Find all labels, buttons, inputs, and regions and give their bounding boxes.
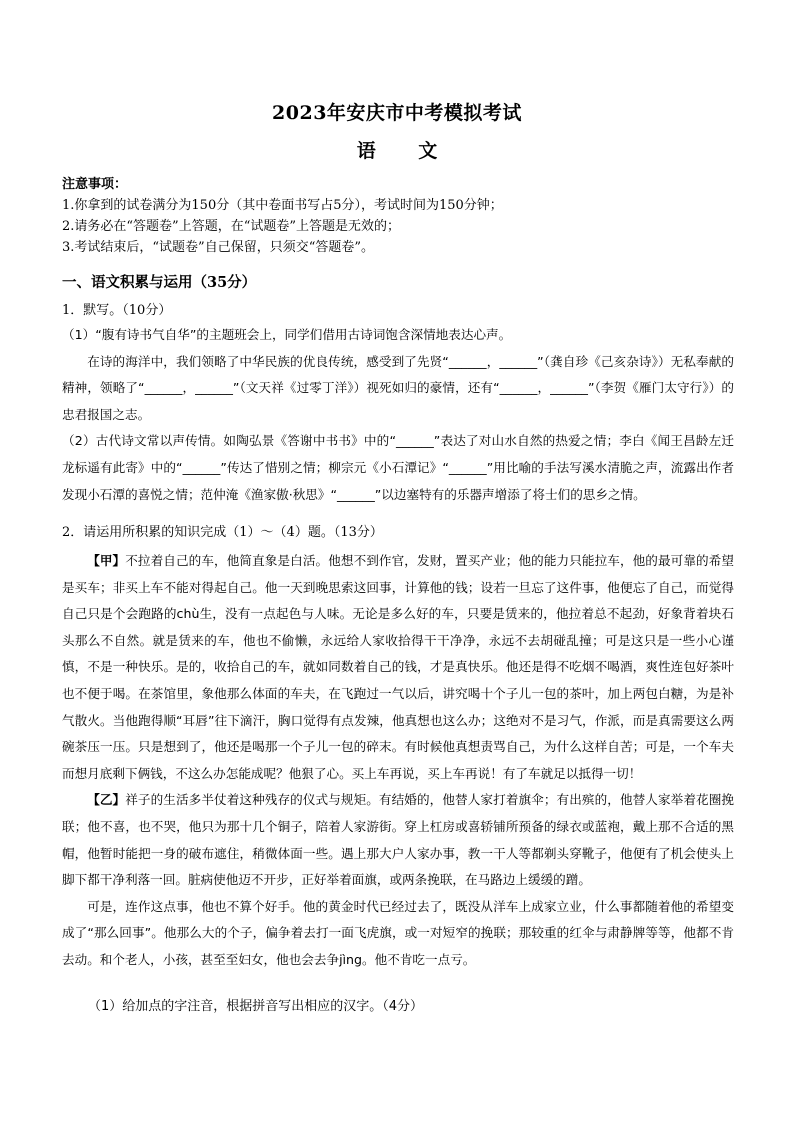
section-heading: 一、语文积累与运用（35分）	[62, 274, 257, 291]
note-item: 2.请务必在“答题卷”上答题，在“试题卷”上答题是无效的；	[62, 219, 400, 234]
exam-title: 2023年安庆市中考模拟考试	[272, 102, 522, 124]
passage-b-tag: 【乙】	[87, 792, 126, 808]
passage-a	[62, 548, 734, 787]
notes-block	[62, 174, 734, 258]
passage-b-paragraph-1	[62, 787, 734, 893]
note-item: 1.你拿到的试卷满分为150分（其中卷面书写占5分），考试时间为150分钟；	[62, 198, 503, 213]
question-1-part1-intro: （1）“腹有诗书气自华”的主题班会上，同学们借用古诗词饱含深情地表达心声。	[62, 327, 512, 342]
passage-b-paragraph-2: 可是，连作这点事，他也不算个好手。他的黄金时代已经过去了，既没从洋车上成家立业，什么事都随着他的希望变成了“那么回事”。他那么大的个子，偏争着去打一面飞虎旗，或一对短窄的挽联；那较重的红伞与肃静牌等等，他都不肯去动。和个老人，小孩，甚至至妇女，他也会去争jìng。他不肯吃一点亏。	[62, 898, 734, 967]
question-2-sub-1: （1）给加点的字注音，根据拼音写出相应的汉字。（4分）	[88, 999, 424, 1014]
question-1-heading: 1．默写。（10分）	[62, 303, 172, 318]
question-2-heading: 2．请运用所积累的知识完成（1）～（4）题。（13分）	[62, 525, 383, 540]
subject-title: 语 文	[356, 140, 456, 162]
passage-a-text: 不拉着自己的车，他简直象是白活。他想不到作官，发财，置买产业；他的能力只能拉车，他的最可靠的希望是买车；非买上车不能对得起自己。他一天到晚思索这回事，计算他的钱；设若一旦忘了这件事，他便忘了自己，而觉得自己只是个会跑路的chù生，没有一点起色与人味。无论是多么好的车，只要是赁来的，他拉着总不起劲，好象背着块石头那么不自然。就是赁来的车，他也不偷懒，永远给人家收拾得干干净净，永远不去胡碰乱撞；可是这只是一些小心谨慎，不是一种快乐。是的，收拾自己的车，就如同数着自己的钱，才是真快乐。他还是得不吃烟不喝酒，爽性连包好茶叶也不便于喝。在茶馆里，象他那么体面的车夫，在飞跑过一气以后，讲究喝十个子儿一包的茶叶，加上两包白糖，为是补气散火。当他跑得顺“耳唇”往下滴汗，胸口觉得有点发辣，他真想也这么办；这绝对不是习气，作派，而是真需要这么两碗茶压一压。只是想到了，他还是喝那一个子儿一包的碎末。有时候他真想责骂自己，为什么这样自苦；可是，一个车夫而想月底剩下俩钱，不这么办怎能成呢？他狠了心。买上车再说，买上车再说！有了车就足以抵得一切！	[62, 553, 735, 781]
question-1-parts	[62, 322, 734, 508]
question-1-part1-body: 在诗的海洋中，我们领略了中华民族的优良传统，感受到了先贤“______，______”（龚自珍《己亥杂诗》）无私奉献的精神，领略了“______，______”（文天祥《过零丁洋》）视死如归的豪情，还有“______，______”（李贺《雁门太守行》）的忠君报国之志。	[62, 353, 734, 422]
question-1-part2: （2）古代诗文常以声传情。如陶弘景《答谢中书书》中的“______”表达了对山水自然的热爱之情；李白《闻王昌龄左迁龙标遥有此寄》中的“______”传达了惜别之情；柳宗元《小石潭记》“______”用比喻的手法写溪水清脆之声，流露出作者发现小石潭的喜悦之情；范仲淹《渔家傲·秋思》“______”以边塞特有的乐器声增添了将士们的思乡之情。	[62, 433, 734, 502]
reading-passages	[62, 548, 734, 974]
notes-heading: 注意事项：	[62, 177, 128, 192]
passage-b-text-1: 祥子的生活多半仗着这种残存的仪式与规矩。有结婚的，他替人家打着旗伞；有出殡的，他替人家举着花圈挽联；他不喜，也不哭，他只为那十几个铜子，陪着人家游街。穿上杠房或喜轿铺所预备的绿衣或蓝袍，戴上那不合适的黑帽，他暂时能把一身的破布遮住，稍微体面一些。遇上那大户人家办事，教一干人等都剃头穿靴子，他便有了机会使头上脚下都干净利落一回。脏病使他迈不开步，正好举着面旗，或两条挽联，在马路边上缓缓的蹭。	[62, 792, 735, 888]
note-item: 3.考试结束后，“试题卷”自己保留，只须交“答题卷”。	[62, 240, 374, 255]
passage-a-tag: 【甲】	[87, 553, 126, 568]
